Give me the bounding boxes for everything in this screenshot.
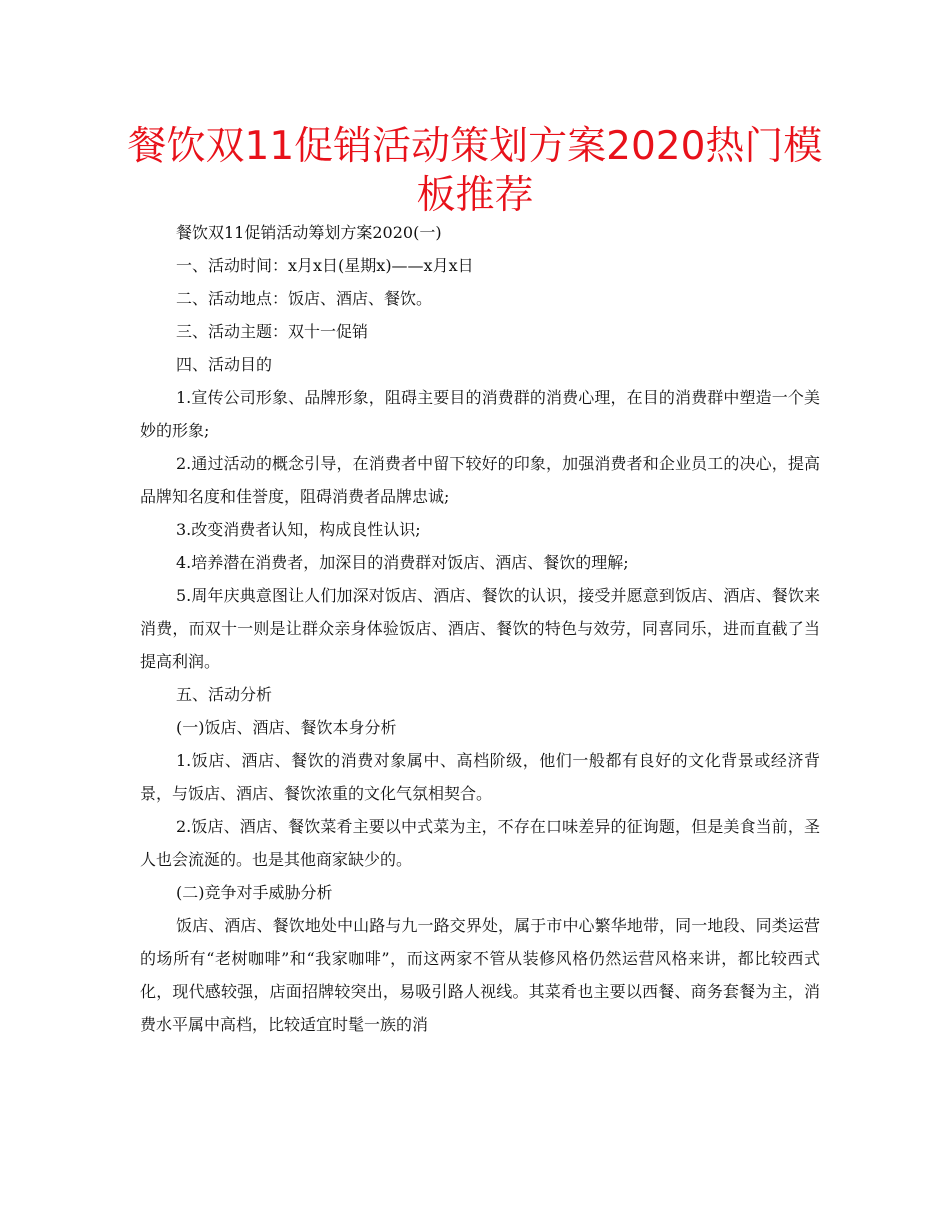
paragraph-plan-heading: 餐饮双11促销活动筹划方案2020(一) [176, 223, 442, 242]
paragraph-self-analysis: (一)饭店、酒店、餐饮本身分析 [176, 718, 397, 737]
paragraph-self-analysis-2: 2.饭店、酒店、餐饮菜肴主要以中式菜为主，不存在口味差异的征询题，但是美食当前，圣人也会流涎的。也是其他商家缺少的。 [140, 817, 820, 869]
paragraph-purpose-4: 4.培养潜在消费者，加深目的消费群对饭店、酒店、餐饮的理解; [176, 553, 629, 572]
paragraph-activity-theme: 三、活动主题：双十一促销 [176, 322, 369, 341]
paragraph-activity-time: 一、活动时间：x月x日(星期x)——x月x日 [176, 256, 474, 275]
paragraph-purpose-2: 2.通过活动的概念引导，在消费者中留下较好的印象，加强消费者和企业员工的决心，提高品牌知名度和佳誉度，阻碍消费者品牌忠诚; [140, 454, 820, 506]
document-title: 餐饮双11促销活动策划方案2020热门模板推荐 [127, 124, 823, 218]
paragraph-purpose-5: 5.周年庆典意图让人们加深对饭店、酒店、餐饮的认识，接受并愿意到饭店、酒店、餐饮来消费，而双十一则是让群众亲身体验饭店、酒店、餐饮的特色与效劳，同喜同乐，进而直截了当提高利润。 [140, 586, 820, 671]
paragraph-activity-analysis: 五、活动分析 [176, 685, 273, 704]
paragraph-activity-location: 二、活动地点：饭店、酒店、餐饮。 [176, 289, 433, 308]
paragraph-competitor-detail: 饭店、酒店、餐饮地处中山路与九一路交界处，属于市中心繁华地带，同一地段、同类运营的场所有“老树咖啡”和“我家咖啡”，而这两家不管从装修风格仍然运营风格来讲，都比较西式化，现代感较强，店面招牌较突出，易吸引路人视线。其菜肴也主要以西餐、商务套餐为主，消费水平属中高档，比较适宜时髦一族的消 [140, 916, 820, 1034]
paragraph-purpose-1: 1.宣传公司形象、品牌形象，阻碍主要目的消费群的消费心理，在目的消费群中塑造一个美妙的形象; [140, 388, 820, 440]
paragraph-competitor-analysis: (二)竞争对手威胁分析 [176, 883, 333, 902]
paragraph-activity-purpose: 四、活动目的 [176, 355, 273, 374]
paragraph-purpose-3: 3.改变消费者认知，构成良性认识; [176, 520, 421, 539]
paragraph-self-analysis-1: 1.饭店、酒店、餐饮的消费对象属中、高档阶级，他们一般都有良好的文化背景或经济背景，与饭店、酒店、餐饮浓重的文化气氛相契合。 [140, 751, 820, 803]
document-body [140, 216, 820, 1041]
